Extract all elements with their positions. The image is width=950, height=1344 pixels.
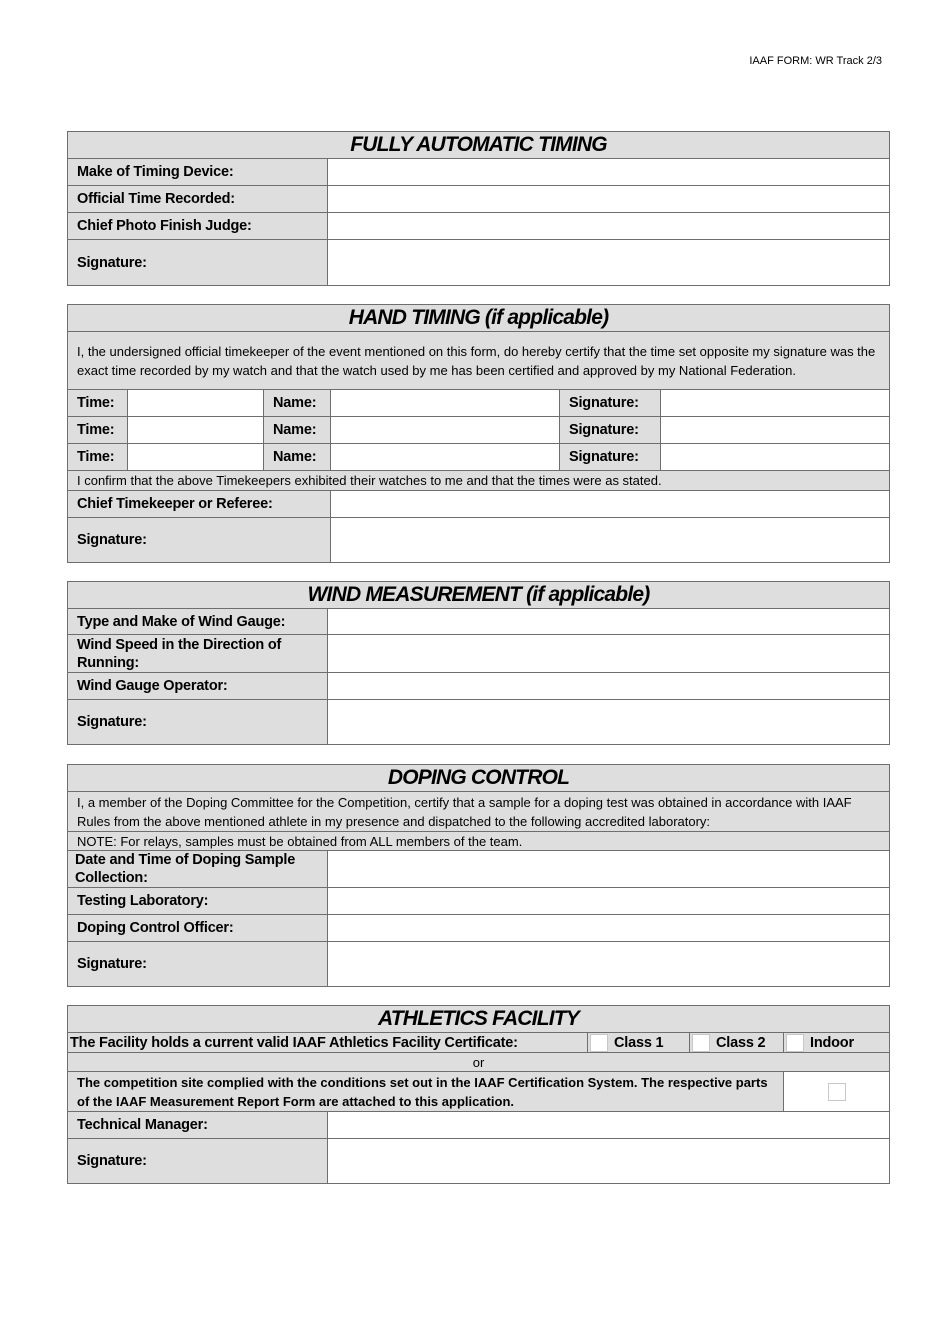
facility-certificate-label: The Facility holds a current valid IAAF Athletics Facility Certificate:: [68, 1033, 588, 1053]
doping-signature-field[interactable]: [328, 942, 890, 987]
indoor-label: Indoor: [810, 1034, 854, 1051]
hand-timing-section: [67, 304, 890, 563]
signature-label-3: Signature:: [560, 444, 661, 471]
wind-gauge-type-label: Type and Make of Wind Gauge:: [68, 609, 328, 635]
wind-speed-label: Wind Speed in the Direction of Running:: [68, 635, 328, 673]
signature-label-1: Signature:: [560, 390, 661, 417]
wind-gauge-operator-label: Wind Gauge Operator:: [68, 673, 328, 700]
indoor-option[interactable]: [784, 1033, 890, 1053]
hand-timing-title: HAND TIMING (if applicable): [68, 305, 890, 332]
make-of-timing-device-field[interactable]: [328, 159, 890, 186]
wind-speed-field[interactable]: [328, 635, 890, 673]
hand-signature-label: Signature:: [68, 518, 331, 563]
timekeeper-confirmation: I confirm that the above Timekeepers exhibited their watches to me and that the times were as stated.: [68, 471, 890, 491]
signature-label-2: Signature:: [560, 417, 661, 444]
official-time-recorded-field[interactable]: [328, 186, 890, 213]
facility-compliance-statement: The competition site complied with the conditions set out in the IAAF Certification System. The respective parts of the IAAF Measurement Report Form are attached to this application.: [68, 1072, 784, 1112]
technical-manager-label: Technical Manager:: [68, 1112, 328, 1139]
doping-signature-label: Signature:: [68, 942, 328, 987]
doping-control-officer-label: Doping Control Officer:: [68, 915, 328, 942]
wind-measurement-section: [67, 581, 890, 745]
hand-signature-field[interactable]: [331, 518, 890, 563]
doping-title: DOPING CONTROL: [68, 765, 890, 792]
fat-title: FULLY AUTOMATIC TIMING: [68, 132, 890, 159]
wind-signature-label: Signature:: [68, 700, 328, 745]
doping-control-section: [67, 764, 890, 987]
time-label-1: Time:: [68, 390, 128, 417]
name-field-1[interactable]: [331, 390, 560, 417]
make-of-timing-device-label: Make of Timing Device:: [68, 159, 328, 186]
wind-gauge-operator-field[interactable]: [328, 673, 890, 700]
doping-sample-date-label: Date and Time of Doping Sample Collection:: [68, 851, 328, 888]
signature-field-1[interactable]: [661, 390, 890, 417]
time-field-2[interactable]: [128, 417, 264, 444]
class-1-option[interactable]: [588, 1033, 690, 1053]
chief-photo-finish-judge-label: Chief Photo Finish Judge:: [68, 213, 328, 240]
chief-photo-finish-judge-field[interactable]: [328, 213, 890, 240]
time-label-3: Time:: [68, 444, 128, 471]
wind-signature-field[interactable]: [328, 700, 890, 745]
signature-field-2[interactable]: [661, 417, 890, 444]
facility-signature-label: Signature:: [68, 1139, 328, 1184]
hand-timing-statement: I, the undersigned official timekeeper of the event mentioned on this form, do hereby certify that the time set opposite my signature was the exact time recorded by my watch and that the watch used by me has been certified and approved by my National Federation.: [68, 332, 890, 390]
athletics-facility-section: [67, 1005, 890, 1184]
name-label-2: Name:: [264, 417, 331, 444]
class-2-label: Class 2: [716, 1034, 766, 1051]
class-2-option[interactable]: [690, 1033, 784, 1053]
class-1-checkbox[interactable]: [590, 1034, 608, 1052]
chief-timekeeper-field[interactable]: [331, 491, 890, 518]
time-field-1[interactable]: [128, 390, 264, 417]
wind-title: WIND MEASUREMENT (if applicable): [68, 582, 890, 609]
compliance-checkbox-cell[interactable]: [784, 1072, 890, 1112]
fat-signature-label: Signature:: [68, 240, 328, 286]
fat-signature-field[interactable]: [328, 240, 890, 286]
compliance-checkbox[interactable]: [828, 1083, 846, 1101]
testing-laboratory-field[interactable]: [328, 888, 890, 915]
name-label-1: Name:: [264, 390, 331, 417]
time-label-2: Time:: [68, 417, 128, 444]
time-field-3[interactable]: [128, 444, 264, 471]
facility-or-separator: or: [68, 1053, 890, 1072]
doping-statement: I, a member of the Doping Committee for the Competition, certify that a sample for a doping test was obtained in accordance with IAAF Rules from the above mentioned athlete in my presence and dispatched to the following accredited laboratory:: [68, 792, 890, 832]
doping-sample-date-field[interactable]: [328, 851, 890, 888]
wind-gauge-type-field[interactable]: [328, 609, 890, 635]
indoor-checkbox[interactable]: [786, 1034, 804, 1052]
name-field-2[interactable]: [331, 417, 560, 444]
doping-control-officer-field[interactable]: [328, 915, 890, 942]
facility-title: ATHLETICS FACILITY: [68, 1006, 890, 1033]
class-2-checkbox[interactable]: [692, 1034, 710, 1052]
fully-automatic-timing-section: [67, 131, 890, 286]
name-field-3[interactable]: [331, 444, 560, 471]
class-1-label: Class 1: [614, 1034, 664, 1051]
official-time-recorded-label: Official Time Recorded:: [68, 186, 328, 213]
testing-laboratory-label: Testing Laboratory:: [68, 888, 328, 915]
signature-field-3[interactable]: [661, 444, 890, 471]
chief-timekeeper-label: Chief Timekeeper or Referee:: [68, 491, 331, 518]
doping-note: NOTE: For relays, samples must be obtained from ALL members of the team.: [68, 832, 890, 851]
form-id: IAAF FORM: WR Track 2/3: [749, 55, 882, 67]
technical-manager-field[interactable]: [328, 1112, 890, 1139]
name-label-3: Name:: [264, 444, 331, 471]
facility-signature-field[interactable]: [328, 1139, 890, 1184]
